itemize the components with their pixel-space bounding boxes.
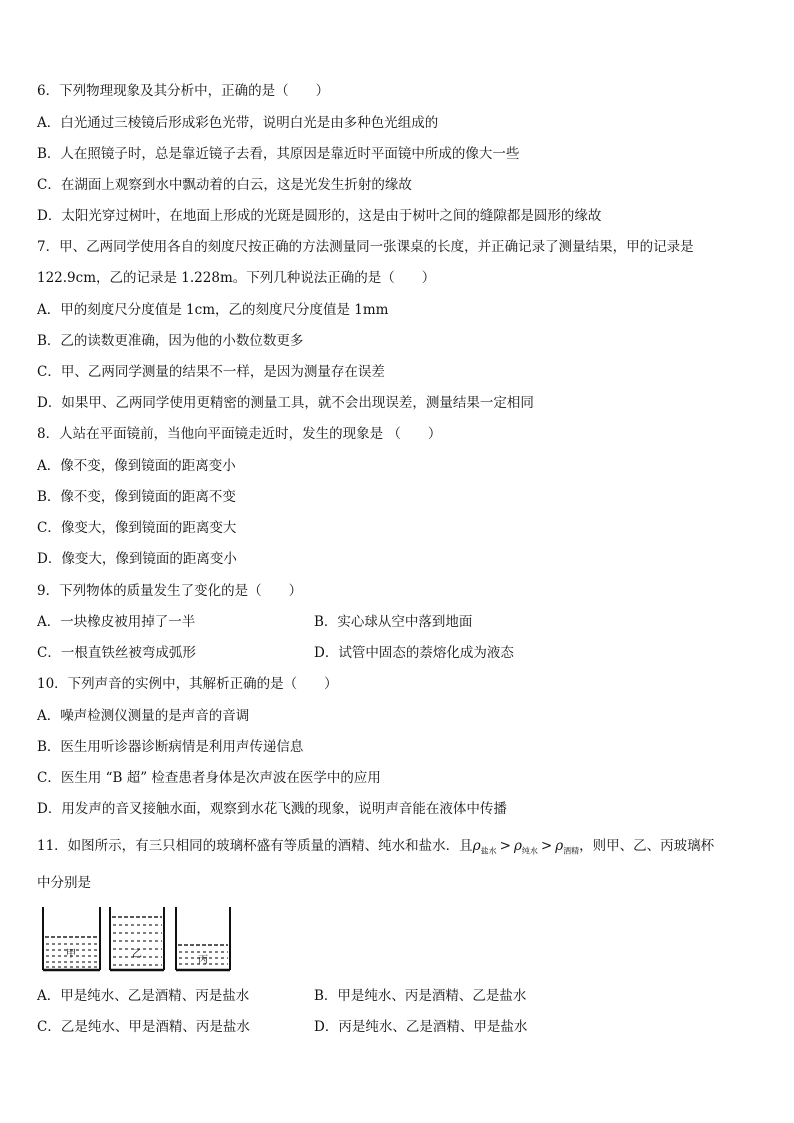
q8-option-b: B．像不变，像到镜面的距离不变 bbox=[37, 489, 236, 505]
rho-saltwater: $\rho_{盐水}$ bbox=[472, 838, 497, 856]
q11-stem-line1 bbox=[37, 837, 714, 861]
q6-option-d: D．太阳光穿过树叶，在地面上形成的光斑是圆形的，这是由于树叶之间的缝隙都是圆形的缘故 bbox=[37, 208, 602, 224]
q8-option-c: C．像变大，像到镜面的距离变大 bbox=[37, 520, 237, 536]
q9-option-d: D．试管中固态的萘熔化成为液态 bbox=[314, 645, 514, 661]
q8-option-d: D．像变大，像到镜面的距离变小 bbox=[37, 551, 237, 567]
q9-option-a: A．一块橡皮被用掉了一半 bbox=[37, 614, 196, 630]
three-glasses-figure bbox=[40, 905, 240, 975]
q8-stem: 8．人站在平面镜前，当他向平面镜走近时，发生的现象是 （ ） bbox=[37, 426, 442, 442]
glass-bing bbox=[176, 907, 230, 970]
q10-option-a: A．噪声检测仪测量的是声音的音调 bbox=[37, 708, 250, 724]
glass-yi bbox=[110, 907, 164, 970]
q6-option-c: C．在湖面上观察到水中飘动着的白云，这是光发生折射的缘故 bbox=[37, 177, 412, 193]
q7-stem-line2: 122.9cm，乙的记录是 1.228m。下列几种说法正确的是（ ） bbox=[37, 270, 436, 286]
cup-label-yi: 乙 bbox=[132, 949, 142, 960]
rho-purewater: $\rho_{纯水}$ bbox=[513, 838, 538, 856]
q9-stem: 9．下列物体的质量发生了变化的是（ ） bbox=[37, 583, 303, 599]
q11-option-d: D．丙是纯水、乙是酒精、甲是盐水 bbox=[314, 1019, 528, 1035]
q7-option-d: D．如果甲、乙两同学使用更精密的测量工具，就不会出现误差，测量结果一定相同 bbox=[37, 395, 534, 411]
q6-option-a: A．白光通过三棱镜后形成彩色光带，说明白光是由多种色光组成的 bbox=[37, 115, 439, 131]
q10-option-c: C．医生用 “B 超” 检查患者身体是次声波在医学中的应用 bbox=[37, 770, 381, 786]
q10-option-b: B．医生用听诊器诊断病情是利用声传递信息 bbox=[37, 739, 304, 755]
q6-option-b: B．人在照镜子时，总是靠近镜子去看，其原因是靠近时平面镜中所成的像大一些 bbox=[37, 146, 520, 162]
q11-stem-text-a: 11．如图所示，有三只相同的玻璃杯盛有等质量的酒精、纯水和盐水．且 bbox=[37, 838, 473, 854]
q10-option-d: D．用发声的音叉接触水面，观察到水花飞溅的现象，说明声音能在液体中传播 bbox=[37, 801, 507, 817]
greater-than-2: > bbox=[540, 838, 553, 854]
q11-option-b: B．甲是纯水、丙是酒精、乙是盐水 bbox=[314, 988, 527, 1004]
q10-stem: 10．下列声音的实例中，其解析正确的是（ ） bbox=[37, 676, 338, 692]
rho-alcohol: $\rho_{酒精}$ bbox=[555, 838, 580, 856]
glass-jia bbox=[43, 907, 100, 970]
q9-option-b: B．实心球从空中落到地面 bbox=[314, 614, 473, 630]
q9-option-c: C．一根直铁丝被弯成弧形 bbox=[37, 645, 196, 661]
cup-label-bing: 丙 bbox=[198, 955, 208, 966]
q11-stem-line2: 中分别是 bbox=[37, 875, 91, 891]
q6-stem: 6．下列物理现象及其分析中，正确的是（ ） bbox=[37, 83, 330, 99]
q11-stem-text-b: ，则甲、乙、丙玻璃杯 bbox=[579, 838, 715, 854]
greater-than-1: > bbox=[499, 838, 511, 854]
q7-option-a: A．甲的刻度尺分度值是 1cm，乙的刻度尺分度值是 1mm bbox=[37, 302, 389, 318]
cup-label-jia: 甲 bbox=[66, 949, 76, 960]
q11-option-c: C．乙是纯水、甲是酒精、丙是盐水 bbox=[37, 1019, 250, 1035]
q11-option-a: A．甲是纯水、乙是酒精、丙是盐水 bbox=[37, 988, 250, 1004]
q7-stem-line1: 7．甲、乙两同学使用各自的刻度尺按正确的方法测量同一张课桌的长度，并正确记录了测量结果，甲的记录是 bbox=[37, 239, 694, 255]
q8-option-a: A．像不变，像到镜面的距离变小 bbox=[37, 458, 236, 474]
q7-option-b: B．乙的读数更准确，因为他的小数位数更多 bbox=[37, 333, 304, 349]
q7-option-c: C．甲、乙两同学测量的结果不一样，是因为测量存在误差 bbox=[37, 364, 385, 380]
